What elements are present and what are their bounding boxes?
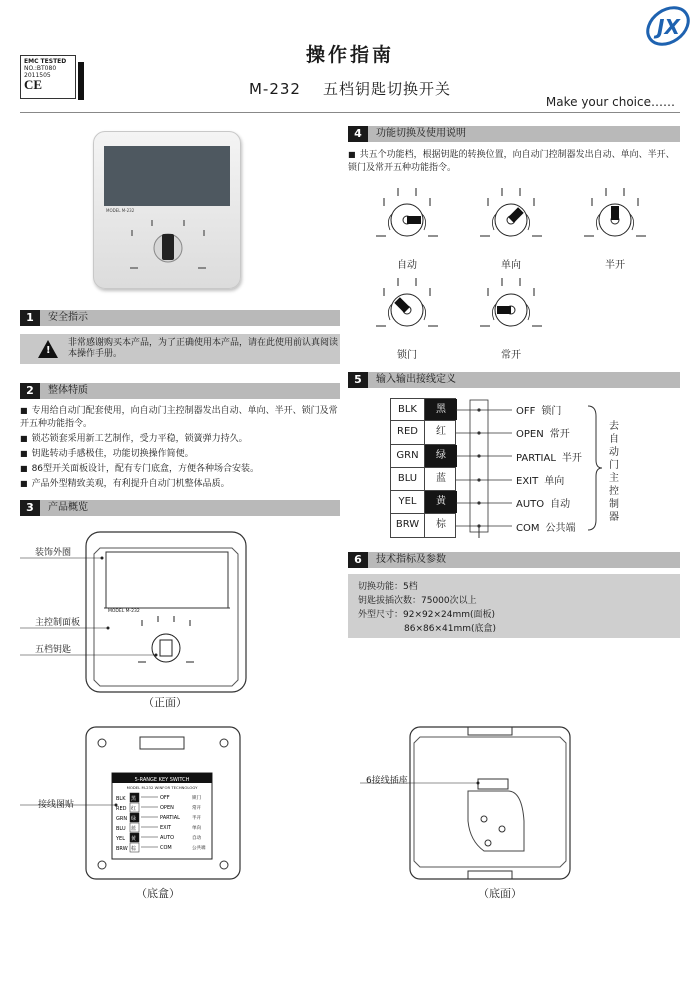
wire-signal-label — [516, 519, 575, 534]
header-divider — [20, 112, 680, 113]
sticker-color: 蓝 — [131, 826, 137, 832]
section-1-header — [20, 310, 340, 326]
section-5-header — [348, 372, 680, 388]
sticker-signal: EXIT — [160, 825, 172, 831]
page-title: 操作指南 — [305, 44, 394, 66]
label-trim: 装饰外圈 — [35, 548, 72, 558]
wire-color-cn: 黑 — [424, 399, 457, 420]
wire-code: BLK — [398, 404, 417, 415]
wire-code: YEL — [398, 496, 417, 508]
dial-icon — [580, 184, 650, 250]
section-2-header — [20, 383, 340, 399]
controller-label: 去自动门主控制器 — [609, 421, 619, 523]
ce-mark: CE — [24, 77, 43, 92]
logo-text: JX — [657, 15, 680, 39]
dial-diagram — [580, 184, 650, 271]
spec-line: 86×86×41mm(底盒) — [404, 624, 496, 634]
section-4-header — [348, 126, 680, 142]
wiring-connector-lines — [456, 398, 512, 542]
feature-item: ■ 86型开关面板设计，配有专门底盒，方便各种场合安装。 — [20, 462, 342, 476]
dial-label: 锁门 — [397, 350, 417, 361]
wire-code: BLU — [397, 472, 418, 484]
emc-line2: NO.:BT080 — [24, 65, 57, 72]
dial-label: 自动 — [397, 260, 417, 271]
section-number: 1 — [20, 310, 40, 326]
feature-item: ■ 锁芯锁套采用新工艺制作，受力平稳，锁簧弹力持久。 — [20, 432, 342, 446]
wire-signal-label — [516, 449, 582, 464]
sticker-code: YEL — [116, 836, 125, 842]
signal-name: AUTO — [516, 499, 545, 511]
sticker-function: 锁门 — [192, 796, 201, 801]
emc-line1: EMC TESTED — [24, 58, 67, 65]
wiring-color-table — [390, 398, 456, 538]
label-wiring-sticker: 接线图贴 — [38, 800, 75, 810]
front-caption: （正面） — [143, 696, 187, 709]
wiring-brace — [586, 404, 602, 532]
wire-signal-label — [516, 425, 570, 440]
wiring-row — [390, 445, 456, 468]
sticker-code: BRW — [116, 846, 128, 852]
section-number: 2 — [20, 383, 40, 399]
sticker-code: RED — [116, 806, 127, 812]
wire-code: BRW — [395, 519, 420, 531]
feature-item: ■ 钥匙转动手感极佳，功能切换操作简便。 — [20, 447, 342, 461]
dial-diagram — [476, 274, 546, 361]
signal-name: EXIT — [516, 475, 539, 487]
wire-color-cn: 绿 — [424, 445, 457, 467]
feature-list — [20, 404, 342, 491]
sticker-function: 单向 — [192, 826, 201, 831]
dial-diagram — [372, 274, 442, 361]
wiring-row — [390, 468, 456, 491]
wire-color-cn: 棕 — [424, 514, 457, 536]
sticker-color: 棕 — [131, 846, 137, 852]
wire-signal-label — [516, 472, 564, 487]
label-panel: 主控制面板 — [35, 618, 81, 628]
wire-signal-label — [516, 402, 561, 417]
wire-signal-label — [516, 495, 570, 510]
section-number: 4 — [348, 126, 368, 142]
section-number: 3 — [20, 500, 40, 516]
signal-function: 公共端 — [545, 522, 576, 534]
device-key-dial — [122, 216, 214, 278]
wire-color-cn: 黄 — [424, 491, 457, 513]
spec-line: 外型尺寸：92×92×24mm(面板) — [358, 610, 495, 620]
section-title: 产品概览 — [48, 502, 88, 513]
sticker-function: 自动 — [192, 836, 201, 841]
sticker-code: BLU — [116, 826, 126, 832]
warning-text: 非常感谢购买本产品，为了正确使用本产品，请在此使用前认真阅读本操作手册。 — [68, 338, 339, 359]
sticker-function: 公共端 — [192, 846, 206, 851]
bottom-caption: （底面） — [478, 887, 522, 900]
sticker-signal: OFF — [160, 795, 170, 801]
section-title: 整体特质 — [48, 385, 88, 396]
section-title: 技术指标及参数 — [376, 554, 446, 565]
signal-function: 半开 — [561, 452, 582, 464]
sticker-function: 半开 — [192, 816, 201, 821]
sticker-signal: OPEN — [160, 805, 174, 811]
sticker-signal: COM — [160, 845, 172, 851]
spec-box — [348, 574, 680, 638]
label-key: 五档钥匙 — [35, 645, 72, 655]
sticker-signal: AUTO — [160, 835, 175, 841]
sticker-color: 黄 — [131, 836, 137, 842]
bottom-view-diagram — [360, 725, 590, 885]
dial-icon — [372, 274, 442, 340]
signal-name: OFF — [516, 406, 536, 417]
spec-line: 切换功能：5档 — [358, 582, 418, 592]
back-caption: （底盒） — [136, 887, 180, 900]
signal-name: OPEN — [516, 429, 544, 441]
dial-diagram — [372, 184, 442, 271]
wire-color-cn: 蓝 — [424, 468, 457, 490]
warning-icon: ! — [38, 340, 58, 358]
brand-logo — [642, 4, 694, 48]
section-6-header — [348, 552, 680, 568]
wire-code: GRN — [396, 449, 419, 461]
wire-code: RED — [397, 426, 418, 438]
dial-positions — [348, 180, 688, 360]
wiring-row — [390, 398, 456, 421]
spec-line: 钥匙拔插次数：75000次以上 — [358, 596, 477, 606]
signal-function: 常开 — [549, 429, 570, 441]
dial-label: 半开 — [605, 260, 625, 271]
section-number: 6 — [348, 552, 368, 568]
wiring-row — [390, 491, 456, 514]
sticker-signal: PARTIAL — [160, 815, 180, 821]
product-name: 五档钥匙切换开关 — [322, 80, 451, 98]
sticker-color: 红 — [131, 806, 137, 812]
signal-function: 单向 — [544, 475, 565, 487]
sticker-color: 绿 — [131, 816, 137, 822]
function-description: ■ 共五个功能档，根据钥匙的转换位置，向自动门控制器发出自动、单向、半开、锁门及常开五种功能指令。 — [348, 148, 678, 175]
signal-name: COM — [516, 522, 540, 534]
dial-diagram — [476, 184, 546, 271]
sticker-title: 5-RANGE KEY SWITCH — [134, 777, 190, 783]
feature-item: ■ 专用给自动门配套使用，向自动门主控制器发出自动、单向、半开、锁门及常开五种功能指令。 — [20, 404, 342, 431]
sticker-color: 黑 — [131, 796, 137, 802]
dial-label: 单向 — [501, 260, 521, 271]
model-number: M-232 — [248, 80, 301, 98]
wire-color-cn: 红 — [424, 421, 457, 443]
device-screen — [104, 146, 230, 206]
signal-function: 锁门 — [541, 406, 562, 417]
sticker-code: BLK — [116, 796, 126, 802]
section-title: 输入输出接线定义 — [376, 374, 456, 385]
feature-item: ■ 产品外型精致美观，有利提升自动门机整体品质。 — [20, 477, 342, 491]
safety-warning-box — [20, 334, 340, 364]
dial-icon — [476, 274, 546, 340]
sticker-function: 常开 — [192, 806, 201, 811]
section-number: 5 — [348, 372, 368, 388]
sticker-code: GRN — [116, 816, 128, 822]
device-model-label: MODEL M-232 — [106, 208, 135, 213]
wiring-row — [390, 421, 456, 444]
front-model-label: MODEL M-232 — [108, 609, 140, 614]
signal-name: PARTIAL — [516, 452, 556, 464]
section-title: 功能切换及使用说明 — [376, 128, 466, 139]
dial-icon — [476, 184, 546, 250]
label-6pin-socket: 6接线插座 — [366, 776, 408, 786]
tagline: Make your choice…… — [545, 95, 675, 109]
emc-line3: 2011505 — [24, 72, 51, 79]
signal-function: 自动 — [550, 499, 571, 511]
dial-icon — [372, 184, 442, 250]
section-title: 安全指示 — [48, 312, 88, 323]
wiring-row — [390, 514, 456, 537]
device-photo — [93, 131, 241, 289]
sticker-sub: MODEL M-232 WINFOR TECHNOLOGY — [126, 785, 198, 790]
section-3-header — [20, 500, 340, 516]
dial-label: 常开 — [501, 350, 521, 361]
